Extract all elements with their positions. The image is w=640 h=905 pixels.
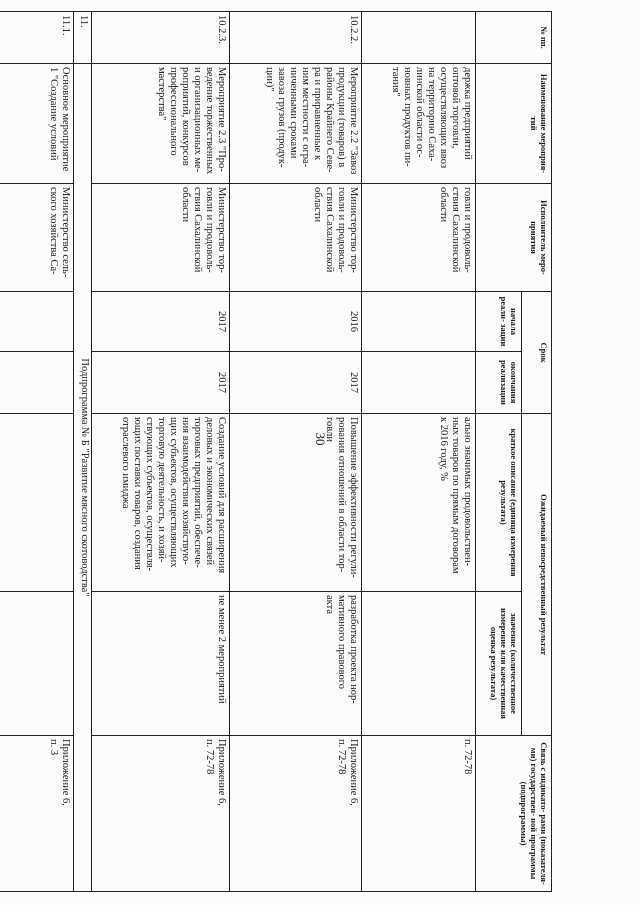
- cell-name: Основное мероприятие 1 "Создание условий: [0, 64, 74, 184]
- cell-value: [0, 592, 74, 736]
- table-row: [92, 12, 230, 892]
- cell-num: 11.: [74, 12, 92, 64]
- header-result-desc: краткое описание (единица измерения результата): [476, 414, 522, 592]
- header-name: Наименование мероприя- тий: [476, 64, 552, 184]
- cell-start: 2017: [92, 292, 230, 352]
- cell-desc: ально значимых продовольствен- ных товаров по прямым договорам к 2016 году, %: [362, 414, 476, 592]
- header-term: Срок: [522, 292, 552, 414]
- cell-name: Мероприятие 2.2 "Завоз продукции (товаров) в районы Крайнего Севе- ра и приравненные к ним местности с огра- ниченными сроками завоза грузов (продук- ции)": [230, 64, 362, 184]
- cell-desc: [0, 414, 74, 592]
- cell-link: Приложение 6, п. 72-78: [230, 736, 362, 892]
- cell-desc: Повышение эффективности регули- рования отношений в области тор- говли: [230, 414, 362, 592]
- header-link: Связь с индикато- рами (показателя- ми) государствен- ной программы (подпрограммы): [476, 736, 552, 892]
- cell-num: 10.2.2.: [230, 12, 362, 64]
- cell-start: [362, 292, 476, 352]
- cell-executor: Министерство тор- говли и продоволь- ствия Сахалинской области: [92, 184, 230, 292]
- cell-executor: Министерство тор- говли и продоволь- ствия Сахалинской области: [230, 184, 362, 292]
- program-table: [0, 11, 552, 892]
- cell-desc: Создание условий для расширения деловых и экономических связей торговых предприятий, обеспече- ния взаимодействия хозяйствую- щих субъектов, осуществляющих торговую деятельность, и хозяй- ствующих субъектов, осуществля- ющих поставки товаров, создания отраслевого имиджа: [92, 414, 230, 592]
- cell-value: [362, 592, 476, 736]
- header-term-start: начала реали- зации: [476, 292, 522, 352]
- header-row-1: [522, 12, 552, 892]
- cell-executor: Министерство сель- ского хозяйства Са-: [0, 184, 74, 292]
- cell-end: [0, 352, 74, 414]
- cell-value: разработка проекта нор- мативного правового акта: [230, 592, 362, 736]
- cell-link: Приложение 6, п. 72-78: [92, 736, 230, 892]
- cell-value: не менее 2 мероприятий: [92, 592, 230, 736]
- rotated-sheet: [0, 11, 552, 891]
- header-result: Ожидаемый непосредственный результат: [522, 414, 552, 736]
- cell-end: 2017: [230, 352, 362, 414]
- header-executor: Исполнитель меро- приятия: [476, 184, 552, 292]
- cell-end: [362, 352, 476, 414]
- cell-link: Приложение 6, п. 3: [0, 736, 74, 892]
- table-row: [230, 12, 362, 892]
- cell-link: п. 72-78: [362, 736, 476, 892]
- cell-start: 2016: [230, 292, 362, 352]
- table-row: [0, 12, 74, 892]
- cell-start: [0, 292, 74, 352]
- header-num: № пп.: [476, 12, 552, 64]
- header-result-value: значение (количественное измерение или качественная оценка результата): [476, 592, 522, 736]
- cell-name: держка предприятий оптовой торговли, осуществляющих ввоз на территорию Саха- линской области ос- новных продуктов пи- тания": [362, 64, 476, 184]
- cell-num: 11.1.: [0, 12, 74, 64]
- cell-executor: говли и продоволь- ствия Сахалинской области: [362, 184, 476, 292]
- cell-name: Мероприятие 2.3 "Про- ведение торжественных и организационных ме- роприятий, конкурсов профессионального мастерства": [92, 64, 230, 184]
- cell-num: 10.2.3.: [92, 12, 230, 64]
- cell-end: 2017: [92, 352, 230, 414]
- table-row-subprogram: [74, 12, 92, 892]
- page-number: 30: [313, 432, 328, 446]
- table-row: [362, 12, 476, 892]
- subprogram-title: Подпрограмма № Б "Развитие мясного скотоводства": [74, 64, 92, 892]
- header-term-end: окончания реализации: [476, 352, 522, 414]
- cell-num: [362, 12, 476, 64]
